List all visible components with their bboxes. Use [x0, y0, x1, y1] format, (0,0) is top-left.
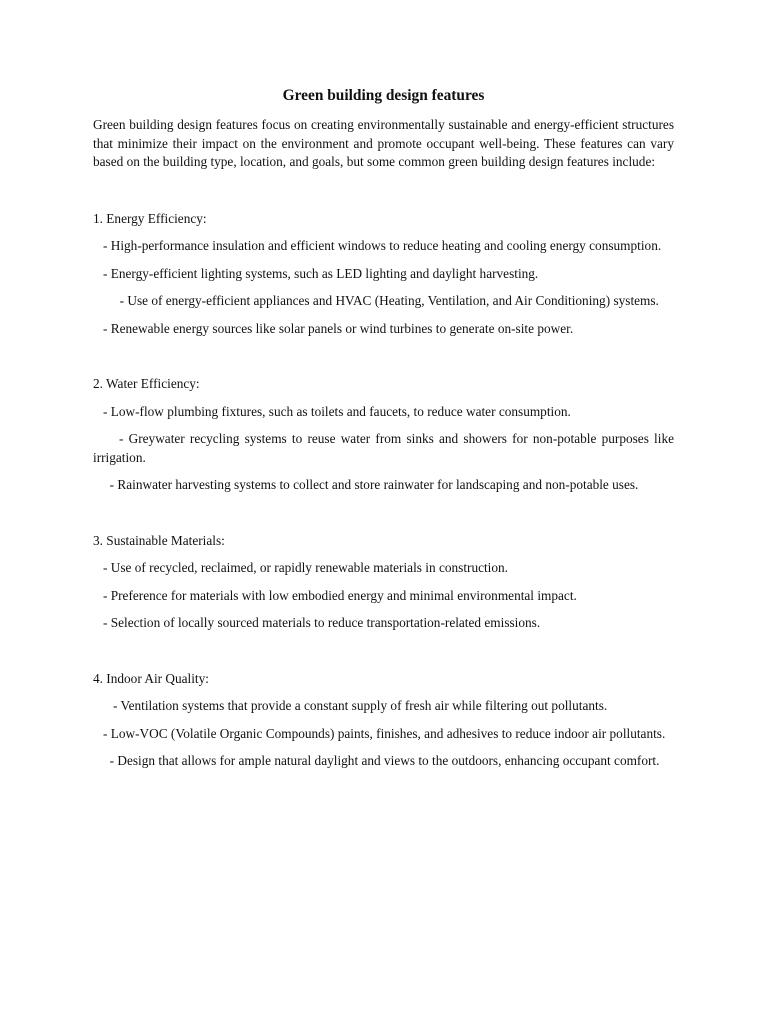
section-heading: 2. Water Efficiency:: [93, 376, 200, 391]
section-heading: 1. Energy Efficiency:: [93, 210, 207, 226]
intro-paragraph: Green building design features focus on creating environmentally sustainable and energy-efficient structures that minimize their impact on the environment and promote occupant well-being. These features can vary based on the building type, location, and goals, but some common green building design features include:: [93, 117, 674, 169]
document-title: Green building design features: [282, 87, 485, 104]
list-item: - Rainwater harvesting systems to collect and store rainwater for landscaping and non-potable uses.: [93, 477, 639, 492]
list-item: - Energy-efficient lighting systems, such as LED lighting and daylight harvesting.: [93, 265, 539, 281]
section-sustainable-materials: [93, 532, 674, 633]
list-item: - Use of recycled, reclaimed, or rapidly renewable materials in construction.: [93, 560, 509, 575]
list-item: - Low-flow plumbing fixtures, such as toilets and faucets, to reduce water consumption.: [93, 403, 571, 419]
section-water-efficiency: [93, 375, 678, 495]
document-page: [93, 86, 678, 808]
section-indoor-air-quality: [93, 670, 674, 771]
list-item: - Selection of locally sourced materials to reduce transportation-related emissions.: [93, 615, 541, 630]
list-item: - Use of energy-efficient appliances and HVAC (Heating, Ventilation, and Air Conditioning) systems.: [93, 293, 659, 308]
section-energy-efficiency: [93, 210, 674, 339]
section-heading: 4. Indoor Air Quality:: [93, 670, 209, 686]
list-item: - Preference for materials with low embodied energy and minimal environmental impact.: [93, 587, 577, 603]
section-heading: 3. Sustainable Materials:: [93, 532, 225, 548]
list-item: - Ventilation systems that provide a constant supply of fresh air while filtering out pollutants.: [93, 698, 608, 713]
list-item: - Design that allows for ample natural daylight and views to the outdoors, enhancing occupant comfort.: [93, 753, 660, 768]
list-item: - High-performance insulation and efficient windows to reduce heating and cooling energy consumption.: [93, 238, 662, 253]
list-item: - Renewable energy sources like solar panels or wind turbines to generate on-site power.: [93, 320, 574, 336]
list-item: - Greywater recycling systems to reuse water from sinks and showers for non-potable purposes like irrigation.: [93, 431, 678, 465]
list-item: - Low-VOC (Volatile Organic Compounds) paints, finishes, and adhesives to reduce indoor air pollutants.: [93, 725, 666, 741]
